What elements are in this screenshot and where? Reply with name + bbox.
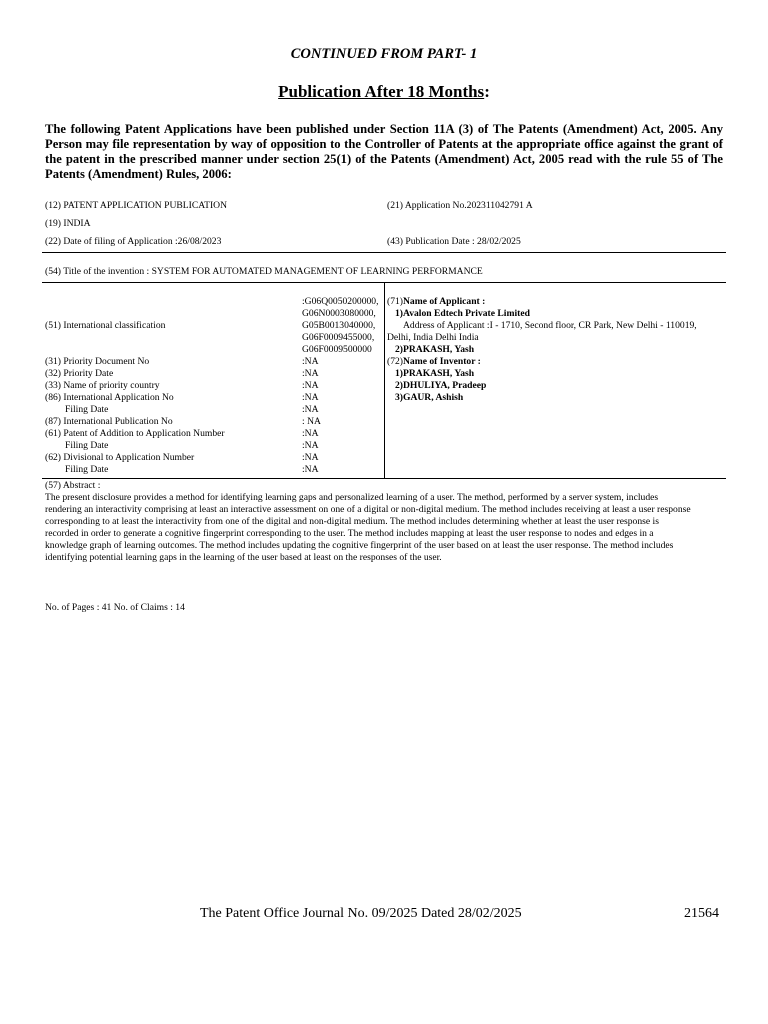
abstract-line: rendering an interactivity comprising at least an interactive assessment on one of a digital or non-digital medium. The method includes receiving at least a user response (45, 504, 691, 515)
field-label: Filing Date (65, 464, 109, 475)
abstract-text (45, 492, 725, 564)
field-labels (45, 356, 225, 476)
applicant-address-cont: Delhi, India Delhi India (387, 332, 479, 343)
field-value: :NA (302, 392, 319, 403)
applicant-name: 2)PRAKASH, Yash (395, 344, 475, 355)
invention-title: (54) Title of the invention : SYSTEM FOR AUTOMATED MANAGEMENT OF LEARNING PERFORMANCE (45, 266, 483, 277)
applicant-header: (71)Name of Applicant : (387, 296, 486, 307)
classification-code: G06F0009455000, (302, 332, 375, 343)
field-label: (33) Name of priority country (45, 380, 160, 391)
classification-codes (302, 296, 378, 356)
field-label: (87) International Publication No (45, 416, 173, 427)
abstract-line: recorded in order to generate a cognitive fingerprint corresponding to the user. The method includes mapping at least the user response to nodes and edges in a (45, 528, 654, 539)
application-number: (21) Application No.202311042791 A (387, 200, 533, 211)
field-value: : NA (302, 416, 321, 427)
abstract-label: (57) Abstract : (45, 480, 101, 491)
field-label: (62) Divisional to Application Number (45, 452, 195, 463)
filing-date: (22) Date of filing of Application :26/08/2023 (45, 236, 222, 247)
inventor-header: (72)Name of Inventor : (387, 356, 481, 367)
field-values (302, 356, 321, 476)
continued-note: CONTINUED FROM PART- 1 (290, 46, 478, 62)
field-label: (86) International Application No (45, 392, 174, 403)
footer-journal: The Patent Office Journal No. 09/2025 Dated 28/02/2025 (200, 906, 522, 921)
field-value: :NA (302, 452, 319, 463)
divider-column (384, 282, 385, 478)
field-value: :NA (302, 440, 319, 451)
field-label: Filing Date (65, 440, 109, 451)
field-label: (61) Patent of Addition to Application Number (45, 428, 225, 439)
applicant-address: Address of Applicant :I - 1710, Second floor, CR Park, New Delhi - 110019, (403, 320, 697, 331)
field-value: :NA (302, 356, 319, 367)
field-value: :NA (302, 404, 319, 415)
classification-label: (51) International classification (45, 320, 166, 331)
abstract-line: The present disclosure provides a method for identifying learning gaps and personalized learning of a user. The method, performed by a server system, includes (45, 492, 659, 503)
intro-paragraph: The following Patent Applications have been published under Section 11A (3) of The Patents (Amendment) Act, 2005. Any Person may file representation by way of opposition to the Controller of Patents at the appropriate office against the grant of the patent in the prescribed manner under section 25(1) of the Patents (Amendment) Act, 2005 read with the rule 55 of The Patents (Amendment) Rules, 2006: (45, 122, 723, 181)
classification-code: G06N0003080000, (302, 308, 376, 319)
page-number: 21564 (684, 906, 719, 921)
pages-claims: No. of Pages : 41 No. of Claims : 14 (45, 602, 185, 613)
publication-type: (12) PATENT APPLICATION PUBLICATION (45, 200, 228, 211)
applicant-name: 1)Avalon Edtech Private Limited (395, 308, 530, 319)
field-value: :NA (302, 428, 319, 439)
country: (19) INDIA (45, 218, 91, 229)
inventor-name: 3)GAUR, Ashish (395, 392, 464, 403)
publication-date: (43) Publication Date : 28/02/2025 (387, 236, 521, 247)
divider-top (42, 252, 726, 253)
classification-code: :G06Q0050200000, (302, 296, 379, 307)
applicant-inventor-block (387, 296, 697, 404)
abstract-line: knowledge graph of learning outcomes. The method includes updating the cognitive fingerprint of the user based on at least the user response. The method includes (45, 540, 674, 551)
abstract-line: identifying potential learning gaps in the learning of the user based at least on the responses of the user. (45, 552, 442, 563)
abstract-line: corresponding to at least the interactivity from one of the digital and non-digital medium. The method includes determining whether at least the user response is (45, 516, 659, 527)
page-title-colon: : (484, 82, 490, 101)
field-value: :NA (302, 380, 319, 391)
field-label: (32) Priority Date (45, 368, 114, 379)
divider-table-bottom (42, 478, 726, 479)
field-value: :NA (302, 464, 319, 475)
field-value: :NA (302, 368, 319, 379)
page-title-text: Publication After 18 Months (278, 82, 485, 101)
field-label: Filing Date (65, 404, 109, 415)
field-label: (31) Priority Document No (45, 356, 150, 367)
inventor-name: 2)DHULIYA, Pradeep (395, 380, 487, 391)
classification-code: G05B0013040000, (302, 320, 376, 331)
page-title (0, 82, 768, 102)
classification-code: G06F0009500000 (302, 344, 372, 355)
inventor-name: 1)PRAKASH, Yash (395, 368, 475, 379)
